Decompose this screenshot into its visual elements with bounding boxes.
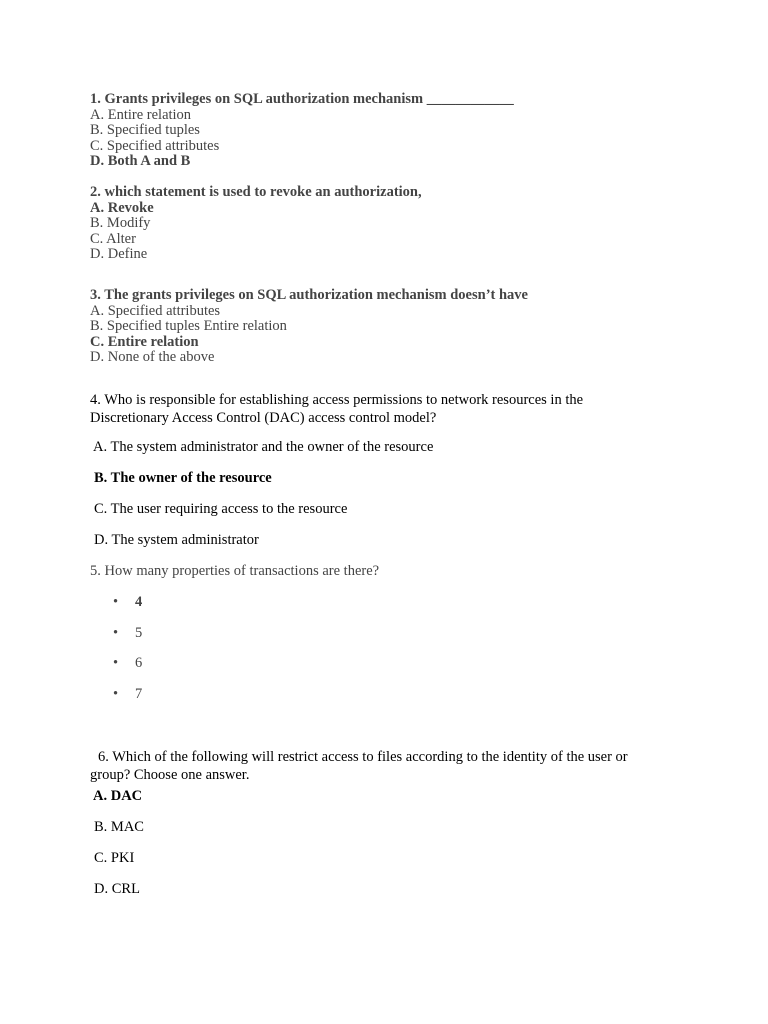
question-6-option-d: D. CRL (94, 881, 140, 897)
question-5-option-3 (113, 656, 142, 672)
question-5-option-4-label: 7 (135, 686, 143, 702)
question-6 (90, 749, 660, 897)
question-5-number: 5. (90, 563, 101, 579)
question-2 (90, 185, 422, 263)
question-1-option-d-answer: D. Both A and B (90, 153, 191, 169)
question-2-option-c: C. Alter (90, 230, 136, 247)
question-3-option-d: D. None of the above (90, 349, 215, 365)
question-6-text: 6. Which of the following will restrict access to files according to the identity of the user or group? Choose one answer. (90, 749, 628, 783)
question-4 (90, 392, 650, 548)
question-4-option-a: A. The system administrator and the owner of the resource (93, 439, 434, 455)
question-5-option-2 (113, 626, 142, 642)
question-5 (90, 563, 380, 702)
bullet-icon: • (113, 625, 119, 641)
question-2-option-b: B. Modify (90, 215, 151, 231)
question-5-option-1-label: 4 (135, 594, 143, 610)
question-1-option-a: A. Entire relation (90, 106, 192, 123)
question-2-option-d: D. Define (90, 246, 148, 262)
question-1 (90, 92, 514, 170)
question-6-option-b: B. MAC (94, 819, 144, 835)
question-4-option-b-answer: B. The owner of the resource (94, 470, 272, 486)
question-1-text: 1. Grants privileges on SQL authorization mechanism ____________ (90, 91, 514, 107)
question-5-option-3-label: 6 (135, 655, 143, 671)
question-5-option-4 (113, 687, 142, 703)
question-6-option-c: C. PKI (94, 850, 135, 866)
question-5-question: How many properties of transactions are there? (104, 563, 380, 579)
question-4-text: 4. Who is responsible for establishing access permissions to network resources in the Discretionary Access Control (DAC) access control model? (90, 392, 584, 426)
question-4-option-c: C. The user requiring access to the resource (94, 501, 348, 517)
question-5-option-1-answer (113, 595, 142, 611)
question-3-option-a: A. Specified attributes (90, 302, 221, 319)
question-3-text: 3. The grants privileges on SQL authorization mechanism doesn’t have (90, 287, 528, 303)
question-2-option-a-answer: A. Revoke (90, 199, 154, 216)
question-3 (90, 288, 528, 366)
question-5-text (90, 564, 379, 580)
bullet-icon: • (113, 686, 119, 702)
question-4-option-d: D. The system administrator (94, 532, 259, 548)
question-2-text: 2. which statement is used to revoke an authorization, (90, 184, 422, 200)
bullet-icon: • (113, 594, 119, 610)
question-3-option-b: B. Specified tuples Entire relation (90, 318, 287, 334)
question-5-option-2-label: 5 (135, 625, 143, 641)
question-1-option-b: B. Specified tuples (90, 122, 200, 138)
bullet-icon: • (113, 655, 119, 671)
question-6-option-a-answer: A. DAC (93, 788, 143, 804)
question-3-option-c-answer: C. Entire relation (90, 333, 199, 350)
question-1-option-c: C. Specified attributes (90, 137, 220, 154)
